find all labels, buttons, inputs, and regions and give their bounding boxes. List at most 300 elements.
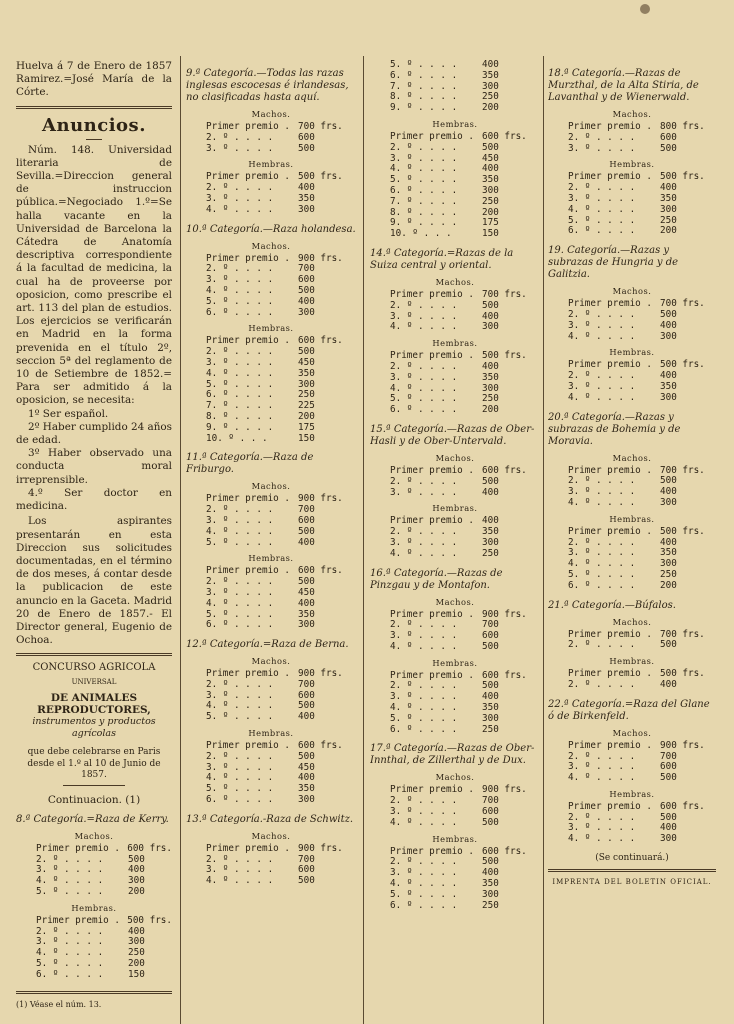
prize-rank: 3. º . . . .: [36, 864, 104, 876]
prize-rank: 6. º . . . .: [206, 794, 274, 806]
prize-rank: 5. º . . . .: [206, 378, 274, 390]
prize-rank: 6. º . . . .: [390, 184, 458, 196]
prize-amount: 250: [482, 393, 499, 405]
prize-rank: 2. º . . . .: [206, 263, 274, 275]
prize-rank: Primer premio .: [36, 914, 120, 926]
prize-amount: 500: [128, 853, 145, 865]
prize-rank: 5. º . . . .: [390, 712, 458, 724]
category-title: 20.ª Categoría.—Razas y subrazas de Bohemia y de Moravia.: [548, 411, 681, 447]
prize-amount: 500: [660, 142, 677, 154]
prize-row: [370, 322, 540, 333]
prize-rank: 4. º . . . .: [36, 947, 104, 959]
prize-rank: Primer premio .: [390, 130, 474, 142]
double-rule: [548, 869, 716, 872]
prize-rank: 2. º . . . .: [390, 299, 458, 311]
prize-rank: 5. º . . . .: [206, 536, 274, 548]
prize-rank: 2. º . . . .: [390, 856, 458, 868]
prize-rank: 3. º . . . .: [206, 586, 274, 598]
category-title: 18.ª Categoría.—Razas de Murzthal, de la Alta Stiria, de Lavanthal y de Wienerwald.: [548, 68, 699, 103]
prize-amount: 200: [128, 958, 145, 969]
prize-amount: 300: [298, 619, 315, 631]
prize-rank: 6. º . . . .: [206, 619, 274, 631]
requirement-2: 2º Haber cumplido 24 años de edad.: [16, 420, 172, 447]
prize-rank: 8. º . . . .: [390, 206, 458, 218]
prize-amount: 900 frs.: [298, 252, 343, 264]
prize-row: [186, 144, 356, 155]
prize-amount: 500: [298, 284, 315, 296]
prize-row: [16, 916, 172, 927]
group-label: Hembras.: [248, 323, 294, 334]
prize-amount: 500: [298, 525, 315, 537]
prize-amount: 600 frs.: [298, 335, 343, 347]
group-label: Machos.: [435, 452, 475, 463]
prize-amount: 700: [482, 619, 499, 631]
prize-rank: 4. º . . . .: [390, 163, 458, 175]
prize-amount: 500: [298, 346, 315, 358]
prize-amount: 350: [660, 192, 677, 204]
prize-amount: 300: [660, 558, 677, 570]
double-rule: [16, 991, 172, 994]
prize-row: [548, 680, 716, 691]
prize-amount: 600: [298, 131, 315, 143]
group-label: Machos.: [612, 616, 652, 627]
prize-rank: 4. º . . . .: [206, 875, 274, 887]
prize-amount: 350: [298, 608, 315, 620]
prize-amount: 400: [298, 597, 315, 609]
prize-rank: 3. º . . . .: [568, 192, 636, 204]
group-label: Machos.: [251, 830, 291, 841]
prize-rank: Primer premio .: [568, 121, 652, 132]
column-2: [186, 60, 356, 1024]
prize-amount: 900 frs.: [482, 784, 527, 796]
prize-rank: 5. º . . . .: [36, 958, 104, 969]
prize-amount: 500: [482, 299, 499, 311]
prize-row: [16, 887, 172, 898]
prize-row: [186, 434, 356, 445]
prize-amount: 400: [482, 867, 499, 879]
prize-amount: 250: [660, 214, 677, 226]
double-rule: [16, 653, 172, 656]
prize-amount: 500 frs.: [127, 914, 172, 926]
prize-amount: 700: [298, 853, 315, 865]
prize-rank: 2. º . . . .: [568, 370, 636, 382]
prize-row: [548, 834, 716, 845]
prize-amount: 600 frs.: [298, 565, 343, 577]
prize-row: [370, 197, 540, 208]
prize-row: [186, 620, 356, 631]
prize-rank: 5. º . . . .: [206, 783, 274, 795]
prize-amount: 150: [482, 228, 499, 240]
prize-row: [548, 332, 716, 343]
prize-rank: 3. º . . . .: [206, 356, 274, 368]
prize-rank: 5. º . . . .: [36, 886, 104, 898]
prize-amount: 200: [298, 410, 315, 422]
prize-rank: Primer premio .: [568, 464, 652, 476]
prize-rank: Primer premio .: [390, 669, 474, 681]
prize-amount: 250: [128, 947, 145, 959]
group-label: Hembras.: [248, 159, 294, 170]
prize-amount: 300: [660, 203, 677, 215]
prize-rank: 2. º . . . .: [206, 504, 274, 516]
prize-rank: 2. º . . . .: [206, 346, 274, 358]
prize-rank: 4. º . . . .: [206, 525, 274, 537]
prize-rank: 5. º . . . .: [390, 888, 458, 900]
prize-row: [370, 477, 540, 488]
prize-rank: 5. º . . . .: [568, 214, 636, 226]
prize-amount: 250: [482, 723, 499, 735]
prize-amount: 300: [128, 936, 145, 948]
prize-amount: 250: [482, 195, 499, 207]
prize-amount: 400: [298, 536, 315, 548]
prize-row: [186, 712, 356, 723]
prize-amount: 700 frs.: [482, 288, 527, 300]
prize-amount: 400: [128, 864, 145, 876]
prize-row: [548, 133, 716, 144]
group-label: Hembras.: [432, 833, 478, 844]
group-label: Machos.: [435, 276, 475, 287]
prize-row: [370, 143, 540, 154]
universal-label: UNIVERSAL: [71, 677, 117, 686]
prize-row: [186, 308, 356, 319]
category-title: 10.ª Categoría.—Raza holandesa.: [186, 223, 356, 235]
prize-rank: 2. º . . . .: [390, 475, 458, 487]
prize-rank: Primer premio .: [206, 565, 290, 577]
prize-amount: 300: [482, 321, 499, 333]
prize-rank: 3. º . . . .: [568, 142, 636, 154]
prize-rank: 5. º . . . .: [390, 60, 458, 70]
prize-amount: 350: [660, 547, 677, 559]
prize-row: [370, 549, 540, 560]
prize-rank: 3. º . . . .: [390, 867, 458, 879]
prize-rank: 4. º . . . .: [206, 284, 274, 296]
group-label: Machos.: [74, 830, 114, 841]
group-label: Hembras.: [432, 657, 478, 668]
prize-row: [548, 498, 716, 509]
prize-amount: 500: [298, 142, 315, 154]
prize-amount: 700 frs.: [298, 121, 343, 132]
prize-rank: 2. º . . . .: [206, 853, 274, 865]
prize-amount: 400: [660, 182, 677, 194]
prize-amount: 250: [660, 568, 677, 580]
column-rule: [363, 56, 364, 1024]
prize-amount: 600: [298, 274, 315, 286]
prize-rank: 9. º . . . .: [206, 421, 274, 433]
prize-amount: 400: [660, 370, 677, 382]
prize-rank: 4. º . . . .: [568, 496, 636, 508]
prize-rank: Primer premio .: [390, 288, 474, 300]
prize-amount: 200: [482, 102, 499, 114]
prize-rank: 4. º . . . .: [390, 816, 458, 828]
prize-rank: 4. º . . . .: [206, 772, 274, 784]
prize-amount: 600 frs.: [660, 800, 705, 812]
prize-amount: 350: [482, 702, 499, 714]
prize-amount: 400: [660, 678, 677, 690]
prize-amount: 150: [128, 968, 145, 980]
prize-rank: Primer premio .: [568, 800, 652, 812]
prize-amount: 350: [482, 526, 499, 538]
prize-rank: 4. º . . . .: [568, 391, 636, 403]
group-label: Machos.: [612, 452, 652, 463]
prize-rank: 2. º . . . .: [568, 639, 636, 651]
continuara-label: (Se continuará.): [595, 853, 669, 864]
prize-rank: 10. º . . .: [206, 432, 268, 444]
prize-rank: Primer premio .: [568, 525, 652, 537]
prize-rank: 6. º . . . .: [206, 389, 274, 401]
prize-amount: 400: [660, 486, 677, 498]
prize-amount: 500: [298, 875, 315, 887]
prize-amount: 700 frs.: [660, 298, 705, 310]
prize-amount: 400: [298, 182, 315, 194]
prize-rank: Primer premio .: [206, 740, 290, 752]
prize-rank: 2. º . . . .: [568, 475, 636, 487]
prize-amount: 200: [660, 225, 677, 237]
prize-rank: 3. º . . . .: [390, 310, 458, 322]
prize-amount: 175: [482, 217, 499, 229]
prize-amount: 500: [660, 811, 677, 823]
prize-row: [548, 741, 716, 752]
prize-amount: 200: [482, 404, 499, 416]
prize-row: [370, 71, 540, 82]
prize-rank: 3. º . . . .: [568, 486, 636, 498]
prize-amount: 400: [660, 822, 677, 834]
prize-amount: 500 frs.: [660, 668, 705, 680]
prize-amount: 500: [482, 640, 499, 652]
categories-column-3: [370, 60, 540, 911]
prize-row: [186, 369, 356, 380]
group-label: Machos.: [251, 481, 291, 492]
prize-rank: 2. º . . . .: [390, 619, 458, 631]
prize-rank: Primer premio .: [36, 842, 120, 854]
prize-row: [186, 297, 356, 308]
prize-rank: 5. º . . . .: [390, 174, 458, 186]
category-title: 11.ª Categoría.—Raza de Friburgo.: [186, 452, 314, 476]
prize-rank: 3. º . . . .: [206, 864, 274, 876]
prize-amount: 500: [482, 141, 499, 153]
prize-rank: 2. º . . . .: [390, 141, 458, 153]
prize-rank: 3. º . . . .: [390, 630, 458, 642]
prize-amount: 300: [298, 203, 315, 215]
prize-amount: 400: [660, 536, 677, 548]
prize-row: [370, 725, 540, 736]
column-1: [16, 60, 172, 1024]
prize-amount: 600 frs.: [482, 464, 527, 476]
prize-rank: 3. º . . . .: [206, 274, 274, 286]
prize-rank: 2. º . . . .: [206, 182, 274, 194]
prize-amount: 900 frs.: [298, 668, 343, 680]
prize-amount: 300: [298, 378, 315, 390]
prize-amount: 500 frs.: [660, 359, 705, 371]
prize-amount: 300: [298, 794, 315, 806]
prize-amount: 175: [298, 421, 315, 433]
prize-rank: Primer premio .: [206, 668, 290, 680]
prize-amount: 700: [298, 504, 315, 516]
prize-amount: 400: [660, 319, 677, 331]
prize-amount: 400: [298, 295, 315, 307]
group-label: Machos.: [612, 727, 652, 738]
column-4: [548, 60, 716, 1024]
category-title: 9.ª Categoría.—Todas las razas inglesas escocesas é irlandesas, no clasificadas hasta aquí.: [186, 68, 349, 103]
group-label: Hembras.: [248, 553, 294, 564]
category-title: 13.ª Categoría.-Raza de Schwitz.: [186, 813, 354, 825]
group-label: Machos.: [251, 109, 291, 119]
prize-amount: 700: [298, 263, 315, 275]
group-label: Hembras.: [71, 902, 117, 913]
prize-amount: 500: [660, 308, 677, 320]
prize-rank: 2. º . . . .: [390, 526, 458, 538]
prize-row: [370, 405, 540, 416]
prize-amount: 225: [298, 400, 315, 412]
prize-amount: 500 frs.: [298, 171, 343, 183]
prize-row: [16, 844, 172, 855]
prize-amount: 600: [482, 806, 499, 818]
prize-amount: 900 frs.: [482, 608, 527, 620]
prize-row: [370, 373, 540, 384]
prize-rank: 6. º . . . .: [568, 225, 636, 237]
prize-amount: 500: [298, 576, 315, 588]
prize-amount: 500: [660, 772, 677, 784]
prize-rank: 5. º . . . .: [390, 393, 458, 405]
prize-rank: 2. º . . . .: [568, 536, 636, 548]
prize-rank: 7. º . . . .: [206, 400, 274, 412]
prize-row: [186, 876, 356, 887]
concurso-title: CONCURSO AGRICOLA: [32, 662, 156, 674]
prize-rank: 4. º . . . .: [390, 382, 458, 394]
prize-row: [186, 133, 356, 144]
prize-rank: 3. º . . . .: [206, 689, 274, 701]
prize-amount: 700: [660, 750, 677, 762]
prize-row: [370, 642, 540, 653]
column-rule: [543, 56, 544, 1024]
prize-amount: 300: [660, 391, 677, 403]
prize-row: [548, 581, 716, 592]
group-label: Hembras.: [432, 503, 478, 514]
prize-rank: 8. º . . . .: [206, 410, 274, 422]
prize-amount: 300: [482, 536, 499, 548]
prize-amount: 500: [482, 856, 499, 868]
prize-rank: 7. º . . . .: [390, 80, 458, 92]
imprenta-label: IMPRENTA DEL BOLETIN OFICIAL.: [552, 878, 712, 887]
prize-amount: 500 frs.: [660, 171, 705, 183]
column-rule: [180, 56, 181, 1024]
anuncio-body: Núm. 148. Universidad literaria de Sevilla.=Direccion general de instruccion pública.=Negociado 1.º=Se halla vacante en la Universidad de Barcelona la Cátedra de Anatomía descriptiva correspondiente á la facultad de medicina, la cual ha de proveerse por oposicion, como prescribe el art. 113 del plan de estudios. Los ejercicios se verificarán en Madrid en la forma prevenida en el título 2º, seccion 5ª del reglamento de 10 de Setiembre de 1852.= Para ser admitido á la oposicion, se necesita:: [16, 143, 172, 407]
category-title: 15.ª Categoría.—Razas de Ober-Hasli y de Ober-Untervald.: [370, 423, 535, 447]
prize-rank: 4. º . . . .: [206, 203, 274, 215]
prize-rank: 4. º . . . .: [568, 558, 636, 570]
prize-row: [548, 144, 716, 155]
prize-amount: 300: [128, 875, 145, 887]
prize-amount: 450: [298, 586, 315, 598]
prize-amount: 700: [482, 795, 499, 807]
short-rule: [86, 139, 102, 140]
prize-amount: 800 frs.: [660, 121, 705, 132]
prize-rank: 2. º . . . .: [568, 811, 636, 823]
prize-rank: 5. º . . . .: [206, 295, 274, 307]
prize-rank: 3. º . . . .: [206, 142, 274, 154]
prize-rank: 3. º . . . .: [206, 192, 274, 204]
categories-column-2: [186, 68, 356, 887]
prize-amount: 300: [660, 330, 677, 342]
group-label: Hembras.: [432, 118, 478, 129]
prize-amount: 600 frs.: [482, 130, 527, 142]
prize-row: [548, 773, 716, 784]
short-rule: [63, 785, 125, 786]
prize-amount: 300: [482, 712, 499, 724]
prize-amount: 300: [660, 496, 677, 508]
double-rule: [16, 106, 172, 109]
prize-amount: 300: [482, 888, 499, 900]
prize-amount: 200: [660, 579, 677, 591]
prize-rank: 4. º . . . .: [390, 702, 458, 714]
prize-rank: 2. º . . . .: [568, 308, 636, 320]
category-title: 8.ª Categoría.=Raza de Kerry.: [16, 813, 169, 825]
prize-rank: 6. º . . . .: [390, 723, 458, 735]
prize-rank: 2. º . . . .: [390, 680, 458, 692]
prize-rank: 4. º . . . .: [568, 772, 636, 784]
prize-amount: 700: [298, 678, 315, 690]
prize-rank: 3. º . . . .: [568, 547, 636, 559]
prize-rank: 10. º . . .: [390, 228, 452, 240]
prize-rank: 5. º . . . .: [206, 608, 274, 620]
prize-amount: 700 frs.: [660, 464, 705, 476]
prize-rank: 4. º . . . .: [568, 833, 636, 845]
prize-amount: 400: [482, 310, 499, 322]
prize-rank: Primer premio .: [390, 464, 474, 476]
categories-column-1: [16, 814, 172, 981]
prize-amount: 250: [482, 547, 499, 559]
prize-amount: 450: [298, 761, 315, 773]
prize-row: [370, 301, 540, 312]
prize-rank: 2. º . . . .: [568, 131, 636, 143]
prize-rank: 6. º . . . .: [390, 69, 458, 81]
prize-row: [370, 901, 540, 912]
prize-amount: 250: [298, 389, 315, 401]
prize-amount: 500: [482, 816, 499, 828]
prize-rank: 2. º . . . .: [36, 925, 104, 937]
category-title: 19. Categoría.—Razas y subrazas de Hungria y de Galitzia.: [548, 245, 679, 281]
prize-amount: 350: [482, 878, 499, 890]
prize-rank: Primer premio .: [206, 171, 290, 183]
prize-rank: 8. º . . . .: [390, 91, 458, 103]
prize-rank: 9. º . . . .: [390, 217, 458, 229]
group-label: Hembras.: [609, 656, 655, 667]
prize-rank: Primer premio .: [390, 608, 474, 620]
prize-rank: 6. º . . . .: [206, 306, 274, 318]
prize-row: [370, 818, 540, 829]
paper-stain: [640, 4, 650, 14]
footnote: (1) Véase el núm. 13.: [16, 999, 102, 1009]
prize-rank: 2. º . . . .: [206, 576, 274, 588]
category-title: 21.ª Categoría.—Búfalos.: [548, 599, 676, 611]
prize-amount: 500 frs.: [482, 350, 527, 362]
prize-amount: 600: [660, 131, 677, 143]
prize-amount: 400: [482, 163, 499, 175]
prize-amount: 450: [482, 152, 499, 164]
prize-rank: 2. º . . . .: [206, 678, 274, 690]
prize-rank: 6. º . . . .: [36, 968, 104, 980]
category-title: 16.ª Categoría.—Razas de Pinzgau y de Montafon.: [370, 567, 503, 591]
prize-rank: 3. º . . . .: [390, 806, 458, 818]
requirement-1: 1º Ser español.: [28, 407, 109, 420]
column-3: [370, 60, 540, 1024]
prize-rank: Primer premio .: [568, 359, 652, 371]
prize-amount: 600: [298, 864, 315, 876]
prize-amount: 600: [298, 514, 315, 526]
prize-rank: 3. º . . . .: [390, 536, 458, 548]
prize-rank: Primer premio .: [206, 335, 290, 347]
prize-rank: 2. º . . . .: [390, 795, 458, 807]
prize-row: [370, 488, 540, 499]
prize-rank: 3. º . . . .: [36, 936, 104, 948]
